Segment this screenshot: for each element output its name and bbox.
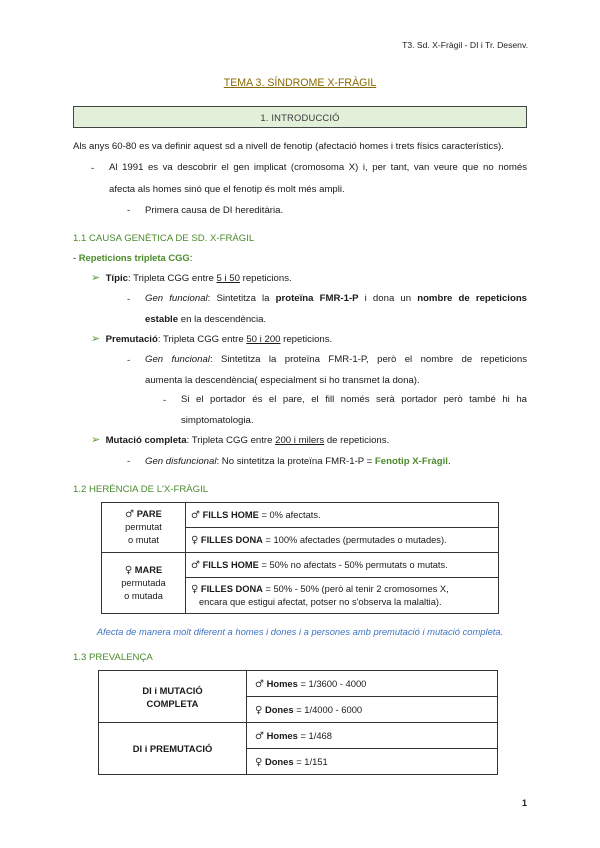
page-title: TEMA 3. SÍNDROME X-FRÀGIL bbox=[223, 77, 377, 89]
section-heading-introduccio: 1. INTRODUCCIÓ bbox=[73, 106, 527, 128]
table-row bbox=[102, 503, 499, 528]
female-symbol-icon: ♀ bbox=[255, 756, 263, 768]
tipic-detail-line1: Gen funcional: Sintetitza la proteïna FMR-1-P i dona un nombre de repeticions bbox=[145, 293, 528, 304]
arrow-bullet-icon: ➢ bbox=[91, 434, 101, 446]
male-symbol-icon: ♂ bbox=[125, 509, 135, 520]
prevalenca-table bbox=[98, 670, 498, 775]
repeticions-heading: - Repeticions tripleta CGG: bbox=[73, 252, 193, 263]
bullet-dash: - bbox=[127, 456, 131, 467]
parent-cell-mare: ♀ MARE permutada o mutada bbox=[102, 553, 186, 614]
subsection-heading-herencia: 1.2 HERÈNCIA DE L'X-FRÀGIL bbox=[73, 484, 209, 495]
table-row bbox=[99, 671, 498, 697]
parent-cell-pare: ♂ PARE permutat o mutat bbox=[102, 503, 186, 553]
table-cell: ♂ Homes = 1/468 bbox=[247, 723, 498, 749]
subsection-heading-prevalenca: 1.3 PREVALENÇA bbox=[73, 652, 153, 663]
table-cell: ♂ Homes = 1/3600 - 4000 bbox=[247, 671, 498, 697]
intro-bullet-1-line2: afecta als homes sinó que el fenotip és molt més ampli. bbox=[109, 184, 345, 195]
table-cell: ♂ FILLS HOME = 50% no afectats - 50% permutats o mutats. bbox=[186, 553, 499, 578]
female-symbol-icon: ♀ bbox=[255, 704, 263, 716]
group-cell-mutacio-completa: DI i MUTACIÓ COMPLETA bbox=[99, 671, 247, 723]
group-cell-premutacio: DI i PREMUTACIÓ bbox=[99, 723, 247, 775]
tipic-item: ➢ Típic: Tripleta CGG entre 5 i 50 repeticions. bbox=[91, 272, 292, 284]
arrow-bullet-icon: ➢ bbox=[91, 272, 101, 284]
premutacio-item: ➢ Premutació: Tripleta CGG entre 50 i 200 repeticions. bbox=[91, 333, 333, 345]
female-symbol-icon: ♀ bbox=[124, 564, 133, 576]
male-symbol-icon: ♂ bbox=[191, 559, 200, 571]
tipic-detail-line2: estable en la descendència. bbox=[145, 314, 267, 325]
bullet-dash: - bbox=[163, 395, 167, 406]
female-symbol-icon: ♀ bbox=[191, 534, 199, 546]
premutacio-subdetail-line2: simptomatologia. bbox=[181, 415, 254, 426]
table-row bbox=[99, 723, 498, 749]
intro-bullet-2: Primera causa de DI hereditària. bbox=[145, 205, 284, 216]
bullet-dash: - bbox=[127, 294, 131, 305]
male-symbol-icon: ♂ bbox=[191, 509, 200, 521]
table-cell: ♀ Dones = 1/4000 - 6000 bbox=[247, 697, 498, 723]
bullet-dash: - bbox=[127, 205, 131, 216]
table-cell: ♀ Dones = 1/151 bbox=[247, 749, 498, 775]
bullet-dash: - bbox=[127, 355, 131, 366]
mutacio-item: ➢ Mutació completa: Tripleta CGG entre 200 i milers de repeticions. bbox=[91, 434, 390, 446]
table-cell: ♂ FILLS HOME = 0% afectats. bbox=[186, 503, 499, 528]
bullet-dash: - bbox=[91, 163, 95, 174]
herencia-note: Afecta de manera molt diferent a homes i dones i a persones amb premutació i mutació completa. bbox=[96, 626, 504, 637]
subsection-heading-causa-genetica: 1.1 CAUSA GENÈTICA DE SD. X-FRÀGIL bbox=[73, 233, 255, 244]
table-cell: ♀ FILLES DONA = 100% afectades (permutades o mutades). bbox=[186, 528, 499, 553]
female-symbol-icon: ♀ bbox=[191, 583, 199, 595]
herencia-table bbox=[101, 502, 499, 614]
male-symbol-icon: ♂ bbox=[255, 730, 264, 742]
table-row bbox=[102, 553, 499, 578]
intro-paragraph: Als anys 60-80 es va definir aquest sd a nivell de fenotip (afectació homes i trets físics característics). bbox=[73, 141, 504, 152]
male-symbol-icon: ♂ bbox=[255, 678, 264, 690]
running-header: T3. Sd. X-Fràgil - DI i Tr. Desenv. bbox=[402, 40, 528, 50]
premutacio-detail-line1: Gen funcional: Sintetitza la proteïna FMR-1-P, però el nombre de repeticions bbox=[145, 354, 528, 365]
table-cell: ♀ FILLES DONA = 50% - 50% (però al tenir 2 cromosomes X, encara que estigui afectat, potser no s'observa la malaltia). bbox=[186, 578, 499, 614]
intro-bullet-1-line1: Al 1991 es va descobrir el gen implicat (cromosoma X) i, per tant, van veure que no només bbox=[109, 162, 527, 173]
page-number: 1 bbox=[521, 798, 527, 808]
mutacio-detail: Gen disfuncional: No sintetitza la proteïna FMR-1-P = Fenotip X-Fràgil. bbox=[145, 456, 451, 467]
premutacio-subdetail-line1: Si el portador és el pare, el fill només serà portador però també hi ha bbox=[181, 394, 527, 405]
arrow-bullet-icon: ➢ bbox=[91, 333, 101, 345]
premutacio-detail-line2: aumenta la descendència( especialment si ho transmet la dona). bbox=[145, 375, 420, 386]
